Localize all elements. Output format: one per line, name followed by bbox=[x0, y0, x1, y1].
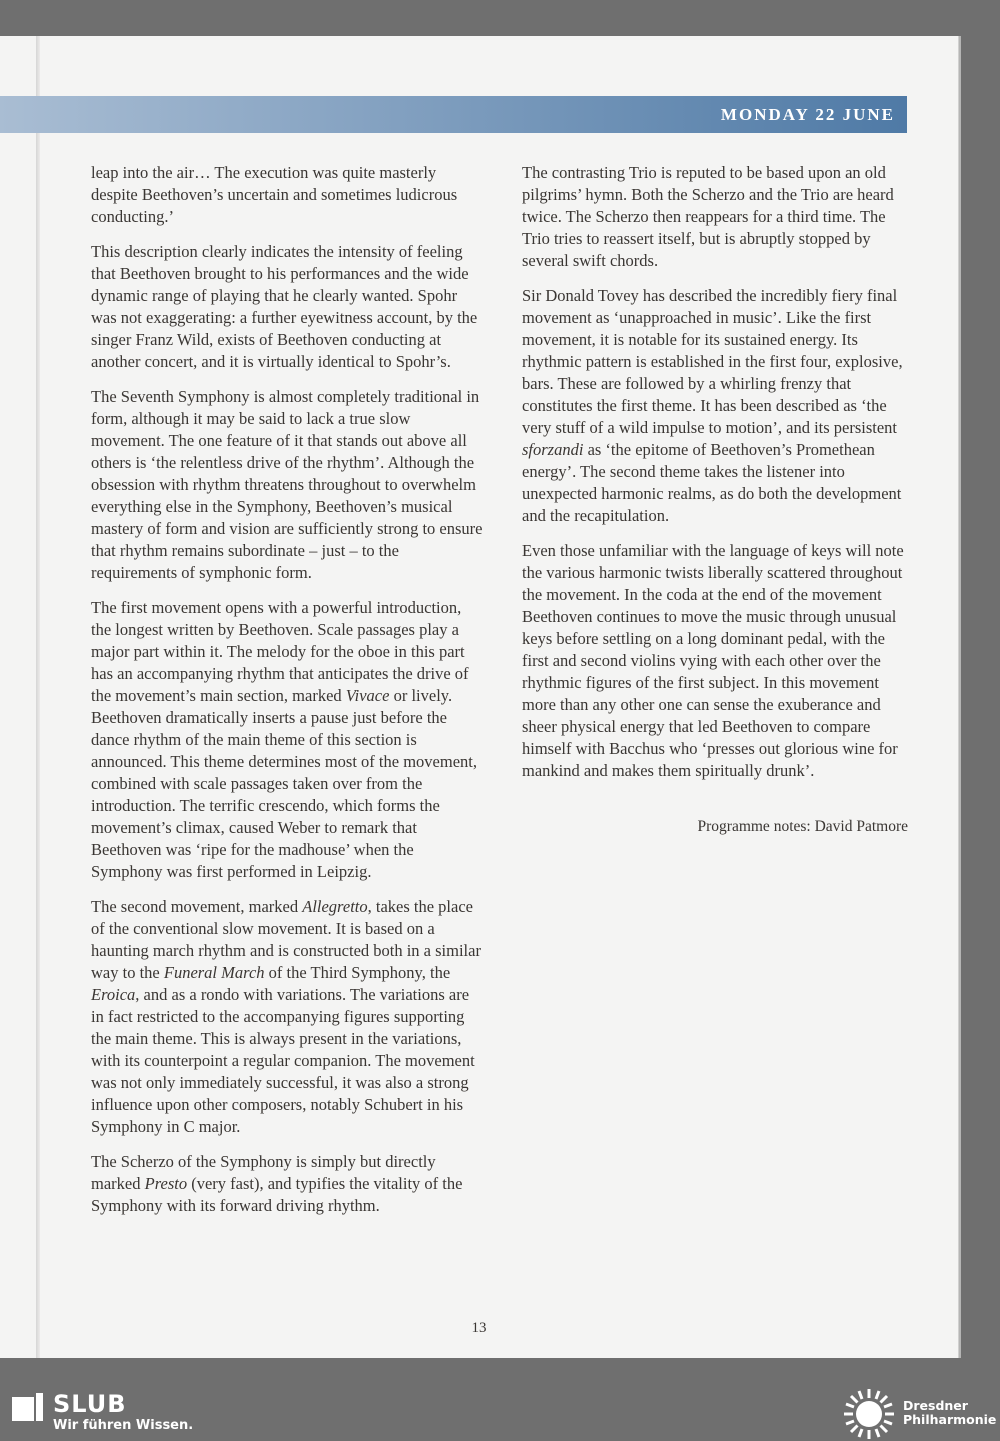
paragraph: The Scherzo of the Symphony is simply but directly marked Presto (very fast), and typifies the vitality of the Symphony with its forward driving rhythm. bbox=[91, 1152, 463, 1215]
tempo-marking: Vivace bbox=[345, 686, 390, 705]
programme-notes-credit: Programme notes: David Patmore bbox=[697, 818, 908, 835]
work-title: Funeral March bbox=[163, 963, 265, 982]
left-column bbox=[91, 162, 483, 1230]
paragraph: The second movement, marked Allegretto, takes the place of the conventional slow movement. It is based on a haunting march rhythm and is constructed both in a similar way to the Funeral March of the Third Symphony, the Eroica, and as a rondo with variations. The variations are in fact restricted to the accompanying figures supporting the main theme. This is always present in the variations, with its counterpoint a regular companion. The movement was not only immediately successful, it was also a strong influence upon other composers, notably Schubert in his Symphony in C major. bbox=[91, 897, 481, 1136]
paragraph: Sir Donald Tovey has described the incredibly fiery final movement as ‘unapproached in music’. Like the first movement, it is notable for its sustained energy. Its rhythmic pattern is established in the first four, explosive, bars. These are followed by a whirling frenzy that constitutes the first theme. It has been described as ‘the very stuff of a wild impulse to motion’, and its persistent sforzandi as ‘the epitome of Beethoven’s Promethean energy’. The second theme takes the listener into unexpected harmonic realms, as do both the development and the recapitulation. bbox=[522, 286, 903, 525]
header-banner bbox=[0, 96, 907, 133]
right-column bbox=[522, 162, 914, 851]
header-date: MONDAY 22 JUNE bbox=[720, 105, 895, 124]
page-number: 13 bbox=[471, 1320, 487, 1336]
paragraph: The first movement opens with a powerful introduction, the longest written by Beethoven. Scale passages play a major part within it. The melody for the oboe in this part has an accompanying rhythm that anticipates the drive of the movement’s main section, marked Vivace or lively. Beethoven dramatically inserts a pause just before the dance rhythm of the main theme of this section is announced. This theme determines most of the movement, combined with scale passages taken over from the introduction. The terrific crescendo, which forms the movement’s climax, caused Weber to remark that Beethoven was ‘ripe for the madhouse’ when the Symphony was first performed in Leipzig. bbox=[91, 598, 477, 881]
tempo-marking: Presto bbox=[144, 1174, 188, 1193]
page-gutter bbox=[36, 36, 40, 1358]
slub-tagline: Wir führen Wissen. bbox=[53, 1418, 194, 1433]
dresdner-philharmonie-name: Dresdner Philharmonie bbox=[903, 1398, 997, 1427]
slub-name: SLUB bbox=[53, 1390, 127, 1418]
brochure-page bbox=[0, 36, 958, 1358]
slub-logo-icon bbox=[12, 1393, 44, 1423]
paragraph: This description clearly indicates the intensity of feeling that Beethoven brought to his performances and the wide dynamic range of playing that he clearly wanted. Spohr was not exaggerating: a further eyewitness account, by the singer Franz Wild, exists of Beethoven conducting at another concert, and it is virtually identical to Spohr’s. bbox=[91, 242, 478, 371]
tempo-marking: Allegretto bbox=[302, 897, 368, 916]
paragraph: The contrasting Trio is reputed to be based upon an old pilgrims’ hymn. Both the Scherzo and the Trio are heard twice. The Scherzo then reappears for a third time. The Trio tries to reassert itself, but is abruptly stopped by several swift chords. bbox=[522, 163, 894, 270]
footer-bar bbox=[0, 1387, 1000, 1436]
music-term: sforzandi bbox=[522, 440, 584, 459]
paragraph: The Seventh Symphony is almost completely traditional in form, although it may be said to lack a true slow movement. The one feature of it that stands out above all others is ‘the relentless drive of the rhythm’. Although the obsession with rhythm threatens throughout to overwhelm everything else in the Symphony, Beethoven’s musical mastery of form and vision are sufficiently strong to ensure that rhythm remains subordinate – just – to the requirements of symphonic form. bbox=[91, 387, 483, 582]
paragraph: leap into the air… The execution was quite masterly despite Beethoven’s uncertain and sometimes ludicrous conducting.’ bbox=[91, 163, 458, 226]
paragraph: Even those unfamiliar with the language of keys will note the various harmonic twists liberally scattered throughout the movement. In the coda at the end of the movement Beethoven continues to move the music through unusual keys before settling on a long dominant pedal, with the first and second violins vying with each other over the rhythmic figures of the first subject. In this movement more than any other one can sense the exuberance and sheer physical energy that led Beethoven to compare himself with Bacchus who ‘presses out glorious wine for mankind and makes them spiritually drunk’. bbox=[522, 541, 904, 780]
dresdner-philharmonie-logo-icon bbox=[842, 1387, 896, 1441]
work-title: Eroica bbox=[91, 985, 136, 1004]
